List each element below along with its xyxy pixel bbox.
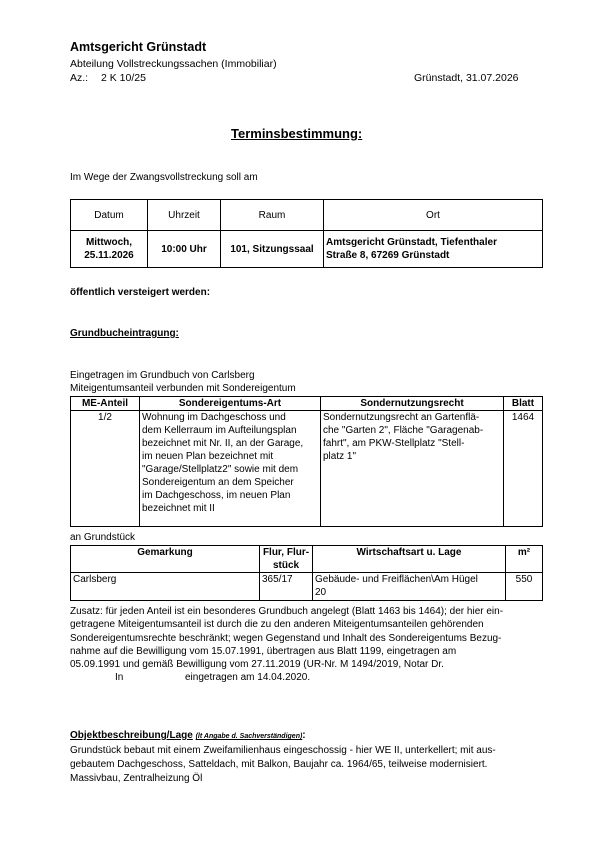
az-value: 2 K 10/25 [101, 72, 146, 84]
header-wirtschaftsart: Wirtschaftsart u. Lage [313, 546, 506, 573]
objekt-line: gebautem Dachgeschoss, Satteldach, mit Balkon, Baujahr ca. 1964/65, teilweise modernisiert. [70, 759, 488, 770]
zusatz-line: Zusatz: für jeden Anteil ist ein besonderes Grundbuch angelegt (Blatt 1463 bis 1464); der hier ein- [70, 606, 504, 617]
objekt-colon: : [302, 730, 306, 741]
objekt-text [70, 744, 496, 786]
cell-gemarkung: Carlsberg [71, 573, 260, 601]
termin-table [70, 199, 543, 268]
cell-sondereigentums-art [140, 411, 321, 527]
cell-blatt: 1464 [504, 411, 543, 527]
header-raum: Raum [221, 200, 324, 231]
header-ort: Ort [324, 200, 543, 231]
art-line: bezeichnet mit Nr. II, an der Garage, [142, 438, 304, 449]
zusatz-text [70, 605, 545, 671]
header-flurstueck-line-2: stück [272, 560, 300, 571]
zusatz-last-rest: eingetragen am 14.04.2020. [185, 672, 311, 683]
art-line: Wohnung im Dachgeschoss und [142, 412, 286, 423]
zusatz-line: 05.09.1991 und gemäß Bewilligung vom 27.11.2019 (UR-Nr. M 1494/2019, Notar Dr. [70, 659, 444, 671]
header-flurstueck [260, 546, 313, 573]
art-line: dem Kellerraum im Aufteilungsplan [142, 425, 297, 436]
cell-datum [71, 231, 148, 268]
header-flurstueck-line-1: Flur, Flur- [262, 547, 310, 558]
header-datum: Datum [71, 200, 148, 231]
court-name: Amtsgericht Grünstadt [70, 40, 207, 54]
zusatz-line: Sondereigentumsrechte beschränkt; wegen Gegenstand und Inhalt des Sondereigentums Bezug- [70, 632, 502, 644]
snr-line: platz 1" [323, 451, 357, 462]
objekt-heading: Objektbeschreibung/Lage [70, 730, 193, 741]
cell-sondernutzungsrecht [321, 411, 504, 527]
department: Abteilung Vollstreckungssachen (Immobiliar) [70, 58, 277, 70]
header-me-anteil: ME-Anteil [71, 397, 140, 411]
cell-lage [313, 573, 506, 601]
lage-line-2: 20 [315, 587, 327, 598]
snr-line: fahrt", am PKW-Stellplatz "Stell- [323, 438, 465, 449]
cell-raum: 101, Sitzungssaal [221, 231, 324, 268]
art-line: im neuen Plan bezeichnet mit [142, 451, 274, 462]
az-label: Az.: [70, 72, 89, 84]
snr-line: Sondernutzungsrecht an Gartenflä- [323, 412, 480, 423]
snr-line: che "Garten 2", Fläche "Garagenab- [323, 425, 484, 436]
cell-flurstueck: 365/17 [260, 573, 313, 601]
me-anteil-table [70, 396, 543, 527]
intro-text: Im Wege der Zwangsvollstreckung soll am [70, 172, 258, 183]
place-date: Grünstadt, 31.07.2026 [414, 72, 519, 84]
art-line: "Garage/Stellplatz2" sowie mit dem [142, 464, 299, 475]
objekt-note: (lt Angabe d. Sachverständigen) [195, 733, 303, 740]
zusatz-last-in: In [115, 672, 124, 683]
objekt-line: Grundstück bebaut mit einem Zweifamilienhaus eingeschossig - hier WE II, unterkellert; mit aus- [70, 745, 496, 756]
art-line: im Dachgeschoss, im neuen Plan [142, 490, 291, 501]
header-uhrzeit: Uhrzeit [148, 200, 221, 231]
objekt-line: Massivbau, Zentralheizung Öl [70, 773, 203, 784]
art-line: Sondereigentum an dem Speicher [142, 477, 294, 488]
an-grundstueck: an Grundstück [70, 532, 136, 543]
datum-date: 25.11.2026 [84, 250, 134, 261]
objekt-heading-line [70, 730, 306, 744]
header-qm: m² [506, 546, 543, 573]
cell-qm: 550 [506, 573, 543, 601]
header-blatt: Blatt [504, 397, 543, 411]
versteigert-text: öffentlich versteigert werden: [70, 287, 211, 298]
grundstueck-table [70, 545, 543, 601]
datum-weekday: Mittwoch, [85, 237, 133, 248]
grundbuch-line-1: Eingetragen im Grundbuch von Carlsberg [70, 370, 255, 381]
grundbuch-heading: Grundbucheintragung: [70, 328, 179, 339]
zusatz-line: getragene Miteigentumsanteil ist durch die zu den anderen Miteigentumsanteilen gehörenden [70, 619, 484, 631]
ort-line-1: Amtsgericht Grünstadt, Tiefenthaler [326, 237, 497, 248]
art-line: bezeichnet mit II [142, 503, 215, 514]
page-title: Terminsbestimmung: [231, 126, 363, 141]
cell-uhrzeit: 10:00 Uhr [148, 231, 221, 268]
cell-ort [324, 231, 543, 268]
zusatz-line: nahme auf die Bewilligung vom 15.07.1991, übertragen aus Blatt 1199, eingetragen am [70, 645, 457, 657]
grundbuch-line-2: Miteigentumsanteil verbunden mit Sondereigentum [70, 383, 296, 394]
header-gemarkung: Gemarkung [71, 546, 260, 573]
ort-line-2: Straße 8, 67269 Grünstadt [326, 250, 450, 261]
header-sondernutzungsrecht: Sondernutzungsrecht [321, 397, 504, 411]
cell-me-anteil: 1/2 [71, 411, 140, 527]
header-sondereigentums-art: Sondereigentums-Art [140, 397, 321, 411]
lage-line-1: Gebäude- und Freiflächen\Am Hügel [315, 574, 478, 585]
